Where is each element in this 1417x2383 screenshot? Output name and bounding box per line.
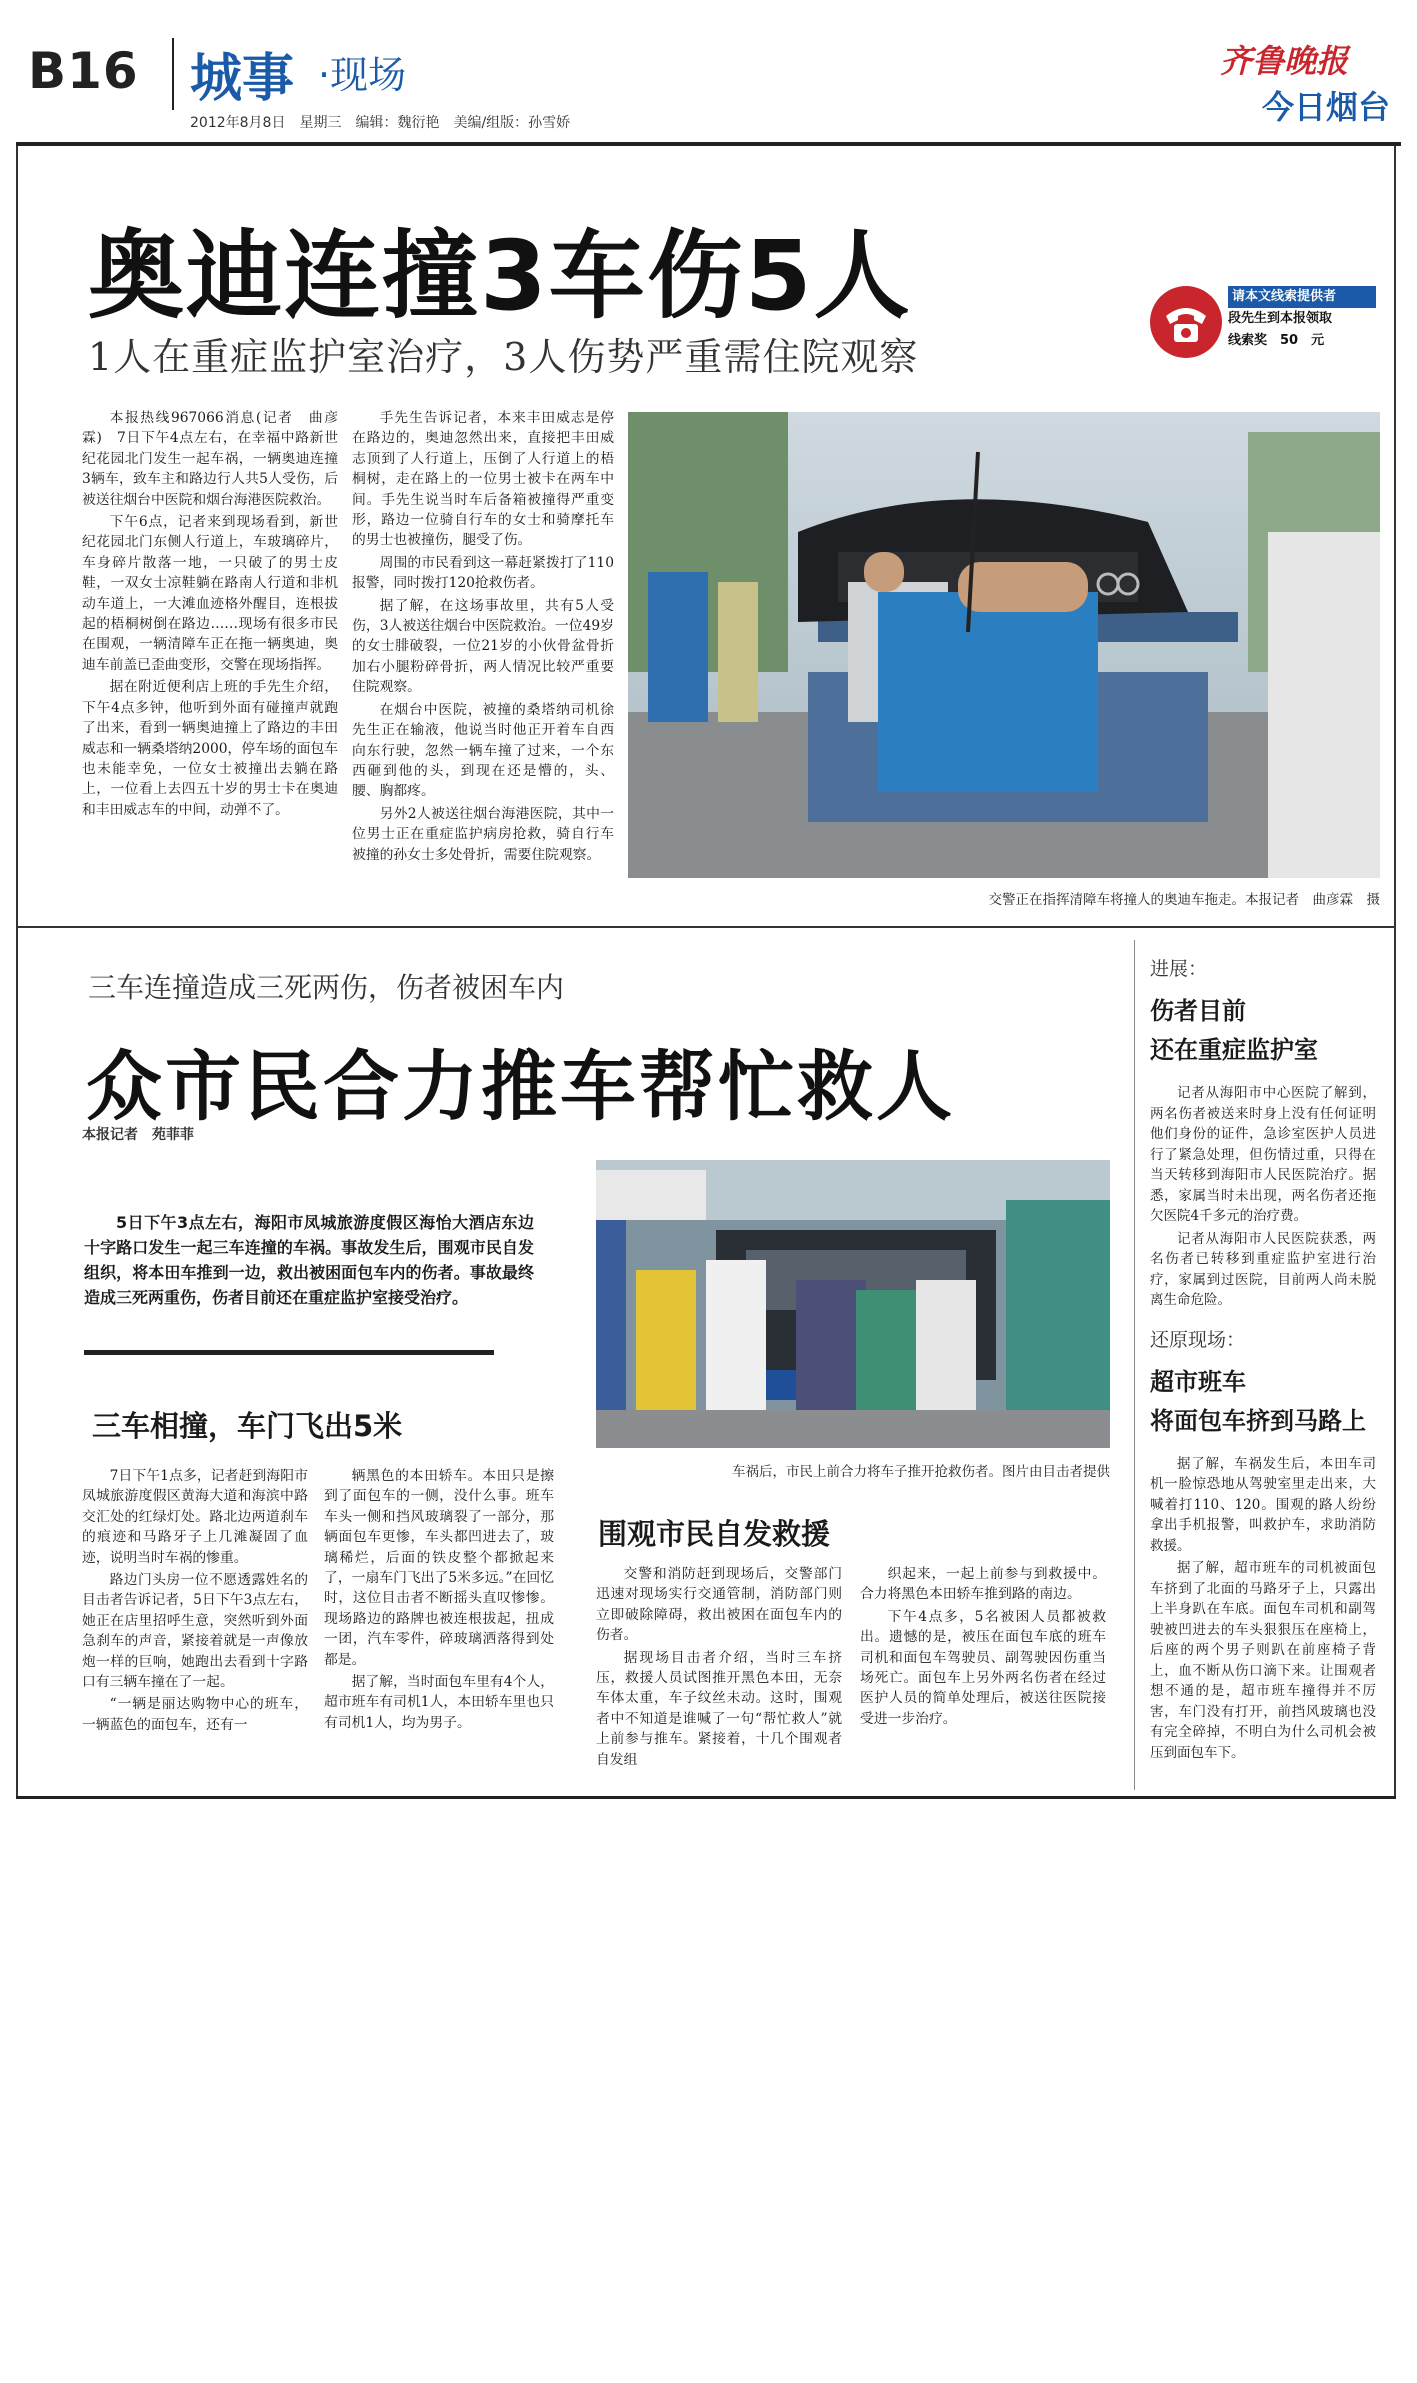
hotline-badge bbox=[1150, 280, 1376, 376]
section-b-title: 围观市民自发救援 bbox=[598, 1517, 831, 1551]
progress-title-1: 伤者目前 bbox=[1150, 997, 1246, 1025]
hotline-badge-line1: 请本文线索提供者 bbox=[1228, 286, 1376, 308]
section-a-paragraph: 路边门头房一位不愿透露姓名的目击者告诉记者，5日下午3点左右，她正在店里招呼生意，突然听到外面急刹车的声音，紧接着就是一声像放炮一样的巨响，她跑出去看到十字路口有三辆车撞在了一起。 bbox=[82, 1572, 308, 1691]
section-a-title: 三车相撞，车门飞出5米 bbox=[92, 1409, 403, 1443]
restore-title-2: 将面包车挤到马路上 bbox=[1150, 1406, 1366, 1435]
story1-column-1 bbox=[82, 408, 338, 822]
restore-paragraph: 据了解，超市班车的司机被面包车挤到了北面的马路牙子上，只露出上半身趴在车底。面包车司机和副驾驶被凹进去的车头狠狠压在座椅上，后座的两个男子则趴在前座椅子背上，血不断从伤口滴下来。让围观者想不通的是，超市班车撞得并不厉害，车门没有打开，前挡风玻璃也没有完全碎掉，不明白为什么司机会被压到面包车下。 bbox=[1150, 1560, 1376, 1761]
story1-photo-caption: 交警正在指挥清障车将撞人的奥迪车拖走。本报记者 曲彦霖 摄 bbox=[988, 892, 1380, 908]
story1-photo bbox=[628, 412, 1380, 878]
progress-label: 进展： bbox=[1150, 958, 1208, 980]
paper-logo: 齐鲁晚报 bbox=[1220, 42, 1349, 80]
hotline-badge-line3: 线索奖 50 元 bbox=[1228, 333, 1325, 348]
story1-divider bbox=[16, 926, 1396, 928]
progress-paragraph: 记者从海阳市中心医院了解到，两名伤者被送来时身上没有任何证明他们身份的证件，急诊室医护人员进行了紧急处理，但伤情过重，只得在当天转移到海阳市人民医院治疗。据悉，家属当时未出现，两名伤者还拖欠医院4千多元的治疗费。 bbox=[1150, 1085, 1376, 1224]
story2-photo-caption: 车祸后，市民上前合力将车子推开抢救伤者。图片由目击者提供 bbox=[732, 1464, 1110, 1480]
story1-paragraph: 据在附近便利店上班的手先生介绍，下午4点多钟，他听到外面有碰撞声就跑了出来，看到一辆奥迪撞上了路边的丰田威志和一辆桑塔纳2000，停车场的面包车也未能幸免，一位女士被撞出去躺在路上，一位看上去四五十岁的男士卡在奥迪和丰田威志车的中间，动弹不了。 bbox=[82, 679, 338, 818]
story1-paragraph: 下午6点，记者来到现场看到，新世纪花园北门东侧人行道上，车玻璃碎片，车身碎片散落一地，一只破了的男士皮鞋，一双女士凉鞋躺在路南人行道和非机动车道上，一大滩血迹格外醒目，连根拔起的梧桐树倒在路边……现场有很多市民在围观，一辆清障车正在拖一辆奥迪，奥迪车前盖已歪曲变形，交警在现场指挥。 bbox=[82, 514, 338, 673]
progress-body bbox=[1150, 1083, 1376, 1311]
section-a-paragraph: “一辆是丽达购物中心的班车，一辆蓝色的面包车，还有一 bbox=[82, 1696, 308, 1733]
masthead-divider-vertical bbox=[172, 38, 174, 110]
story1-paragraph: 另外2人被送往烟台海港医院，其中一位男士正在重症监护病房抢救，骑自行车被撞的孙女士多处骨折，需要住院观察。 bbox=[352, 805, 614, 863]
section-b-paragraph: 交警和消防赶到现场后，交警部门迅速对现场实行交通管制，消防部门则立即破除障碍，救出被困在面包车内的伤者。 bbox=[596, 1566, 842, 1644]
lead-rule bbox=[84, 1350, 494, 1355]
restore-label: 还原现场： bbox=[1150, 1328, 1246, 1351]
section-b-paragraph: 下午4点多，5名被困人员都被救出。遗憾的是，被压在面包车底的班车司机和面包车驾驶员、副驾驶因伤重当场死亡。面包车上另外两名伤者在经过医护人员的简单处理后，被送往医院接受进一步治疗。 bbox=[860, 1608, 1106, 1727]
section-a-paragraph: 辆黑色的本田轿车。本田只是擦到了面包车的一侧，没什么事。班车车头一侧和挡风玻璃裂了一部分，那辆面包车更惨，车头都凹进去了，玻璃稀烂，后面的铁皮整个都掀起来了，一扇车门飞出了5米多远。”在回忆时，这位目击者不断摇头直叹惨惨。现场路边的路牌也被连根拔起，扭成一团，汽车零件，碎玻璃洒落得到处都是。 bbox=[324, 1468, 554, 1668]
section-title: 城事 bbox=[190, 49, 295, 109]
sidebar bbox=[1150, 954, 1376, 1765]
story1-paragraph: 据了解，在这场事故里，共有5人受伤，3人被送往烟台中医院救治。一位49岁的女士腓破裂，一位21岁的小伙骨盆骨折加右小腿粉碎骨折，两人情况比较严重要住院观察。 bbox=[352, 597, 614, 696]
section-b-paragraph: 据现场目击者介绍，当时三车挤压，救援人员试图推开黑色本田，无奈车体太重，车子纹丝未动。这时，围观者中不知道是谁喊了一句“帮忙救人”就上前参与推车。紧接着，十几个围观者自发组 bbox=[596, 1649, 842, 1768]
story1-headline: 奥迪连撞3车伤5人 bbox=[88, 220, 912, 332]
date-line: 2012年8月8日 星期三 编辑：魏衍艳 美编/组版：孙雪娇 bbox=[190, 115, 571, 131]
progress-paragraph: 记者从海阳市人民医院获悉，两名伤者已转移到重症监护室进行治疗，家属到过医院，目前两人尚未脱离生命危险。 bbox=[1150, 1230, 1376, 1308]
page-number: B16 bbox=[28, 42, 139, 100]
story2-lead bbox=[84, 1210, 534, 1310]
section-a-paragraph: 据了解，当时面包车里有4个人，超市班车有司机1人，本田轿车里也只有司机1人，均为男子。 bbox=[324, 1674, 554, 1731]
restore-title-1: 超市班车 bbox=[1150, 1367, 1246, 1396]
story2-headline: 众市民合力推车帮忙救人 bbox=[86, 1042, 955, 1131]
story1-paragraph: 在烟台中医院，被撞的桑塔纳司机徐先生正在输液，他说当时他正开着车自西向东行驶，忽然一辆车撞了过来，一个东西砸到他的头，到现在还是懵的，头、腰、胸都疼。 bbox=[352, 701, 614, 800]
sidebar-divider bbox=[1134, 940, 1135, 1790]
section-a-column-1 bbox=[82, 1466, 308, 1737]
story2-lead-text: 5日下午3点左右，海阳市凤城旅游度假区海怡大酒店东边十字路口发生一起三车连撞的车祸。事故发生后，围观市民自发组织，将本田车推到一边，救出被困面包车内的伤者。事故最终造成三死两重伤，伤者目前还在重症监护室接受治疗。 bbox=[84, 1213, 534, 1307]
story2-byline: 本报记者 苑菲菲 bbox=[82, 1127, 194, 1143]
page-bottom-rule bbox=[16, 1796, 1396, 1799]
section-b-paragraph: 织起来，一起上前参与到救援中。合力将黑色本田轿车推到路的南边。 bbox=[860, 1566, 1106, 1603]
phone-icon bbox=[1150, 286, 1222, 358]
hotline-badge-line2: 段先生到本报领取 bbox=[1228, 311, 1333, 326]
story2-kicker: 三车连撞造成三死两伤，伤者被困车内 bbox=[88, 971, 565, 1004]
story1-paragraph: 周围的市民看到这一幕赶紧拨打了110报警，同时拨打120抢救伤者。 bbox=[352, 554, 614, 592]
edition-label: 今日烟台 bbox=[1261, 88, 1390, 126]
story1-subheadline: 1人在重症监护室治疗，3人伤势严重需住院观察 bbox=[88, 335, 919, 379]
section-b-column-1 bbox=[596, 1564, 842, 1772]
progress-title-2: 还在重症监护室 bbox=[1150, 1036, 1318, 1064]
story2-photo bbox=[596, 1160, 1110, 1448]
story1-paragraph: 本报热线967066消息(记者 曲彦霖) 7日下午4点左右，在幸福中路新世纪花园北门发生一起车祸，一辆奥迪连撞3辆车，致车主和路边行人共5人受伤，后被送往烟台中医院和烟台海港医院救治。 bbox=[82, 410, 338, 508]
section-b-column-2 bbox=[860, 1564, 1106, 1731]
subsection-title: ·现场 bbox=[318, 53, 407, 97]
story1-paragraph: 手先生告诉记者，本来丰田威志是停在路边的，奥迪忽然出来，直接把丰田威志顶到了人行道上，压倒了人行道上的梧桐树，走在路上的一位男士被卡在两车中间。手先生说当时车后备箱被撞得严重变形，路边一位骑自行车的女士和骑摩托车的男士也被撞伤，腿受了伤。 bbox=[352, 410, 614, 549]
restore-body bbox=[1150, 1454, 1376, 1764]
edition-badge bbox=[1210, 82, 1390, 134]
section-a-paragraph: 7日下午1点多，记者赶到海阳市凤城旅游度假区黄海大道和海滨中路交汇处的红绿灯处。路北边两道刹车的痕迹和马路牙子上几滩凝固了血迹，说明当时车祸的惨重。 bbox=[82, 1468, 308, 1566]
story1-column-2 bbox=[352, 408, 614, 867]
restore-paragraph: 据了解，车祸发生后，本田车司机一脸惊恐地从驾驶室里走出来，大喊着打110、120。围观的路人纷纷拿出手机报警，叫救护车，求助消防救援。 bbox=[1150, 1455, 1376, 1554]
section-a-column-2 bbox=[324, 1466, 554, 1735]
